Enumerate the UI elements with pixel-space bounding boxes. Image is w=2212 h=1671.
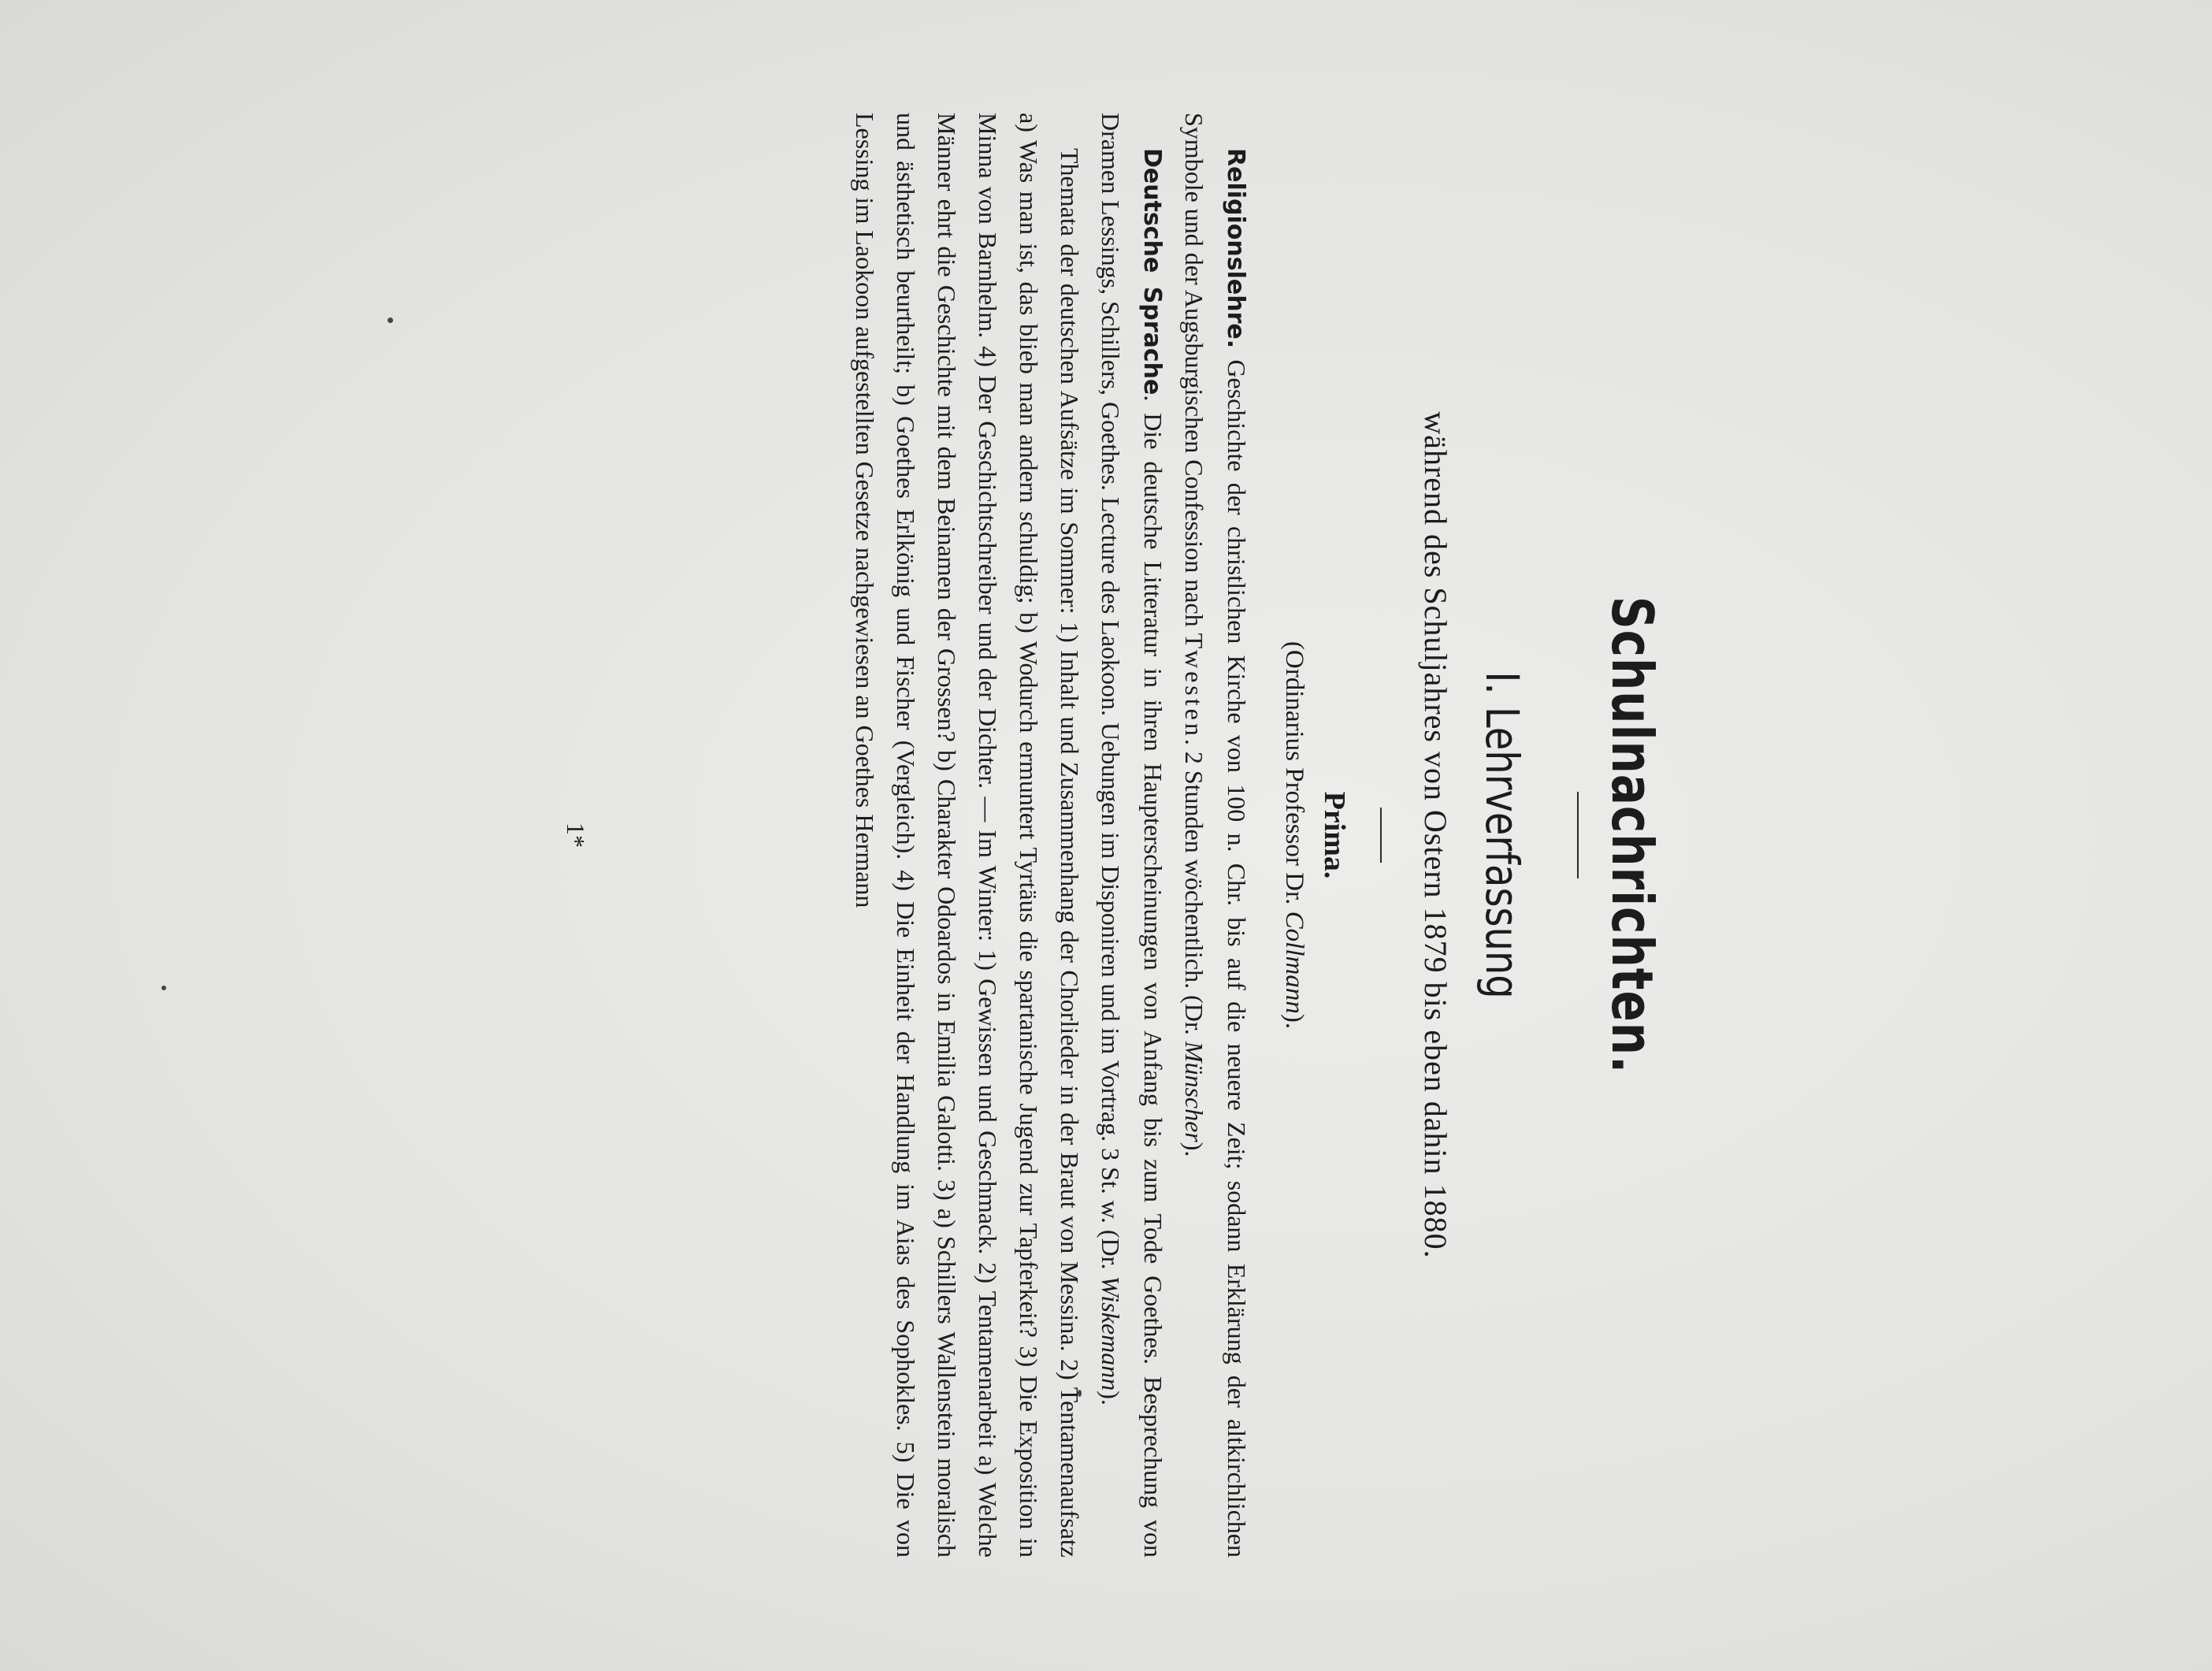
section-rule — [1380, 808, 1382, 863]
page-number: 1* — [562, 823, 590, 848]
section-subtitle: während des Schuljahres von Ostern 1879 bis eben dahin 1880. — [1418, 411, 1453, 1259]
ink-speck — [388, 317, 393, 323]
deutsch-text-1: . Die deutsche Litteratur in ihren Haupterscheinungen von Anfang bis zum Tode Goethes. Besprechung von Dramen Lessings, Schillers, Goethes. Lecture des Laokoon. Uebungen im Disponiren und im Vortrag. 3 St. w. (Dr. — [1097, 113, 1167, 1558]
class-heading: Prima. — [1318, 791, 1351, 879]
religion-text-1: Geschichte der christlichen Kirche von 100 n. Chr. bis auf die neuere Zeit; sodann Erklärung der altkirchlichen Symbole und der Augsburgischen Confession nach — [1180, 113, 1251, 1558]
teacher-suffix: ). — [1280, 1013, 1308, 1030]
religion-teacher: Münscher — [1180, 1041, 1208, 1142]
paragraph-religion — [1174, 113, 1257, 1558]
religion-author: Twesten — [1180, 633, 1208, 739]
teacher-name: Collmann — [1280, 911, 1308, 1014]
religion-text-3: ). — [1180, 1142, 1208, 1157]
paragraph-themata: Themata der deutschen Aufsätze im Sommer: 1) Inhalt und Zusammenhang der Chorlieder in der Braut von Messina. 2) Tentamenaufsatz a) Was man ist, das blieb man andern schuldig; b) Wodurch ermuntert Tyrtäus die spartanische Jugend zur Tapferkeit? 3) Die Exposition in Minna von Barnhelm. 4) Der Geschichtschreiber und der Dichter. — Im Winter: 1) Gewissen und Geschmack. 2) Tentamenarbeit a) Welche Männer ehrt die Geschichte mit dem Beinamen der Grossen? b) Charakter Odoardos in Emilia Galotti. 3) a) Schillers Wallenstein moralisch und ästhetisch beurtheilt; b) Goethes Erlkönig und Fischer (Vergleich). 4) Die Einheit der Handlung im Aias des Sophokles. 5) Die von Lessing im Laokoon aufgestellten Gesetze nachgewiesen an Goethes Hermann — [851, 113, 1084, 1558]
paragraph-deutsch — [1090, 113, 1174, 1558]
deutsch-teacher: Wiskemann — [1097, 1276, 1125, 1391]
deutsch-heading: Deutsche Sprache — [1138, 148, 1166, 395]
page-title: Schulnachrichten. — [1598, 596, 1666, 1075]
ink-speck — [161, 986, 166, 990]
section-heading: I. Lehrverfassung — [1475, 671, 1528, 999]
deutsch-text-2: ). — [1097, 1391, 1125, 1405]
class-teacher-line — [1279, 110, 1308, 1560]
title-rule — [1577, 792, 1579, 878]
religion-heading: Religionslehre. — [1222, 148, 1249, 349]
rotated-page — [547, 110, 1665, 1560]
body-text — [844, 113, 1257, 1558]
teacher-prefix: (Ordinarius Professor Dr. — [1280, 641, 1308, 912]
religion-text-2: . 2 Stunden wöchentlich. (Dr. — [1180, 738, 1208, 1042]
